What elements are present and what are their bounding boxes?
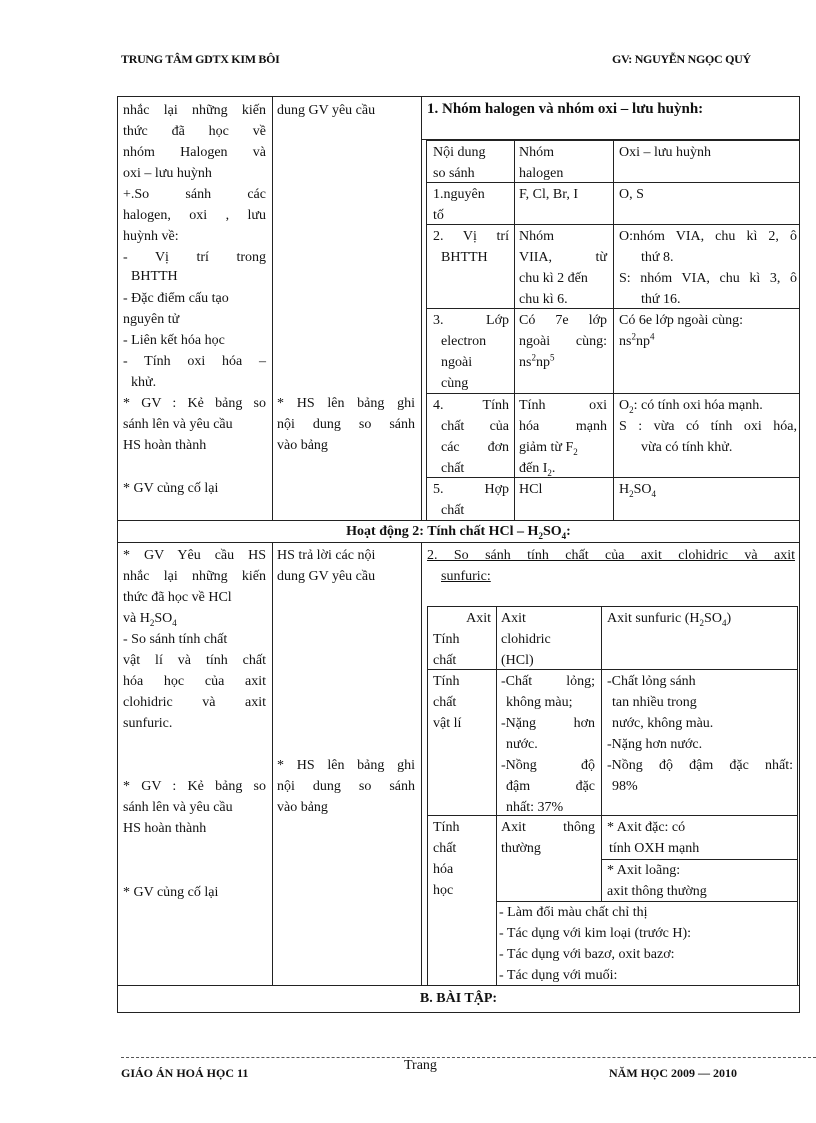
table-cell: 2. Vị trí BHTTH	[433, 229, 509, 265]
text-line: * GV : Kẻ bảng so	[123, 396, 266, 411]
text-line: hóa học của axit	[123, 674, 266, 689]
text-line: * GV củng cố lại	[123, 885, 219, 900]
text-line: * GV củng cố lại	[123, 481, 219, 496]
text-line: khử.	[131, 375, 157, 390]
section-title-1: 1. Nhóm halogen và nhóm oxi – lưu huỳnh:	[427, 101, 704, 117]
text-line: oxi – lưu huỳnh	[123, 166, 212, 181]
footer-divider	[121, 1057, 816, 1058]
table-cell: HCl	[519, 482, 543, 497]
table-header: Oxi – lưu huỳnh	[619, 145, 711, 160]
footer-right: NĂM HỌC 2009 — 2010	[609, 1066, 737, 1080]
table-cell: O, S	[619, 187, 644, 202]
table-cell: 4. Tính chất của các đơn chất	[433, 398, 509, 476]
text-line: thức đã học về HCl	[123, 590, 232, 605]
text-line: vào bảng	[277, 438, 328, 453]
text-line: nguyên tử	[123, 312, 180, 327]
section-b-title: B. BÀI TẬP:	[419, 991, 498, 1006]
section-title-2: 2. So sánh tính chất của axit clohidric và axit	[427, 548, 795, 563]
text-line: - Đặc điểm cấu tạo	[123, 291, 229, 306]
table-cell: Nhóm VIIA, từ chu kì 2 đến chu kì 6.	[519, 229, 607, 307]
text-line: thức đã học về	[123, 124, 266, 139]
table-header: Nhóm halogen	[519, 145, 564, 181]
text-line: - So sánh tính chất	[123, 632, 228, 647]
table-cell: * Axit đặc: có tính OXH mạnh	[607, 820, 700, 856]
text-line: nhóm Halogen và	[123, 145, 266, 160]
table-cell: Có 7e lớp ngoài cùng: $ns^2np^5$	[519, 313, 607, 370]
section-title-2-cont: sunfuric:	[441, 569, 491, 584]
text-line: nội dung so sánh	[277, 417, 415, 432]
table-cell: 5. Hợp chất	[433, 482, 509, 518]
text-line: halogen, oxi , lưu	[123, 208, 266, 223]
text-line: clohidric và axit	[123, 695, 266, 710]
table-cell-common: - Làm đổi màu chất chỉ thị - Tác dụng với kim loại (trước H): - Tác dụng với bazơ, oxit bazơ: - Tác dụng với muối:	[499, 905, 692, 983]
text-line: vào bảng	[277, 800, 328, 815]
text-line: * HS lên bảng ghi	[277, 758, 415, 773]
text-line: HS hoàn thành	[123, 438, 207, 453]
text-line: sánh lên và yêu cầu	[123, 800, 233, 815]
table-header: Axit clohidric (HCl)	[501, 611, 551, 668]
text-line: nhắc lại những kiến	[123, 569, 266, 584]
table-cell: $H_2SO_4$	[619, 482, 657, 499]
table-cell: -Chất lỏng sánh tan nhiều trong nước, không màu. -Nặng hơn nước. -Nồng độ đậm đặc nhất: 98%	[607, 674, 793, 794]
text-line: HS hoàn thành	[123, 821, 207, 836]
table-header: Axit sunfuric $(H_2SO_4)$	[607, 611, 732, 628]
table-cell: O:nhóm VIA, chu kì 2, ô thứ 8. S: nhóm VIA, chu kì 3, ô thứ 16.	[619, 229, 797, 307]
text-line: BHTTH	[131, 269, 178, 284]
table-cell: Axit thông thường	[501, 820, 595, 856]
text-line: sánh lên và yêu cầu	[123, 417, 233, 432]
text-line: nội dung so sánh	[277, 779, 415, 794]
text-line: +.So sánh các	[123, 187, 266, 202]
header-school: TRUNG TÂM GDTX KIM BÔI	[121, 52, 280, 66]
table-cell: -Chất lỏng; không màu; -Nặng hơn nước. -Nồng độ đậm đặc nhất: 37%	[501, 674, 595, 815]
table-cell: Tính oxi hóa mạnh giảm từ $F_2$ đến $I_2$.	[519, 398, 607, 478]
footer-page: Trang	[404, 1058, 437, 1073]
table-cell: F, Cl, Br, I	[519, 187, 578, 202]
text-line: HS trả lời các nội	[277, 548, 376, 563]
table-header: Axit Tính chất	[433, 611, 491, 668]
text-line: * GV : Kẻ bảng so	[123, 779, 266, 794]
table-cell: 1.nguyên tố	[433, 187, 485, 223]
table-header: Nội dung so sánh	[433, 145, 486, 181]
text-line: nhắc lại những kiến	[123, 103, 266, 118]
activity-2-title: Hoạt động 2: Tính chất HCl – $H_2SO_4$:	[346, 524, 571, 541]
text-line: và $H_2SO_4$	[123, 611, 177, 628]
table-cell: Tính chất vật lí	[433, 674, 462, 731]
text-line: dung GV yêu cầu	[277, 569, 376, 584]
text-line: dung GV yêu cầu	[277, 103, 376, 118]
table-cell: $O_2$: có tính oxi hóa mạnh. S : vừa có tính oxi hóa, vừa có tính khử.	[619, 398, 797, 455]
text-line: vật lí và tính chất	[123, 653, 266, 668]
table-cell: Có 6e lớp ngoài cùng: $ns^2np^4$	[619, 313, 744, 349]
text-line: huỳnh về:	[123, 229, 179, 244]
text-line: - Tính oxi hóa –	[123, 354, 266, 369]
text-line: sunfuric.	[123, 716, 173, 731]
header-teacher: GV: NGUYỄN NGỌC QUÝ	[612, 52, 751, 66]
text-line: - Liên kết hóa học	[123, 333, 225, 348]
text-line: - Vị trí trong	[123, 250, 266, 265]
footer-left: GIÁO ÁN HOÁ HỌC 11	[121, 1066, 249, 1080]
text-line: * HS lên bảng ghi	[277, 396, 415, 411]
text-line: * GV Yêu cầu HS	[123, 548, 266, 563]
table-cell: * Axit loãng: axit thông thường	[607, 863, 707, 899]
table-cell: Tính chất hóa học	[433, 820, 460, 898]
table-cell: 3. Lớp electron ngoài cùng	[433, 313, 509, 391]
